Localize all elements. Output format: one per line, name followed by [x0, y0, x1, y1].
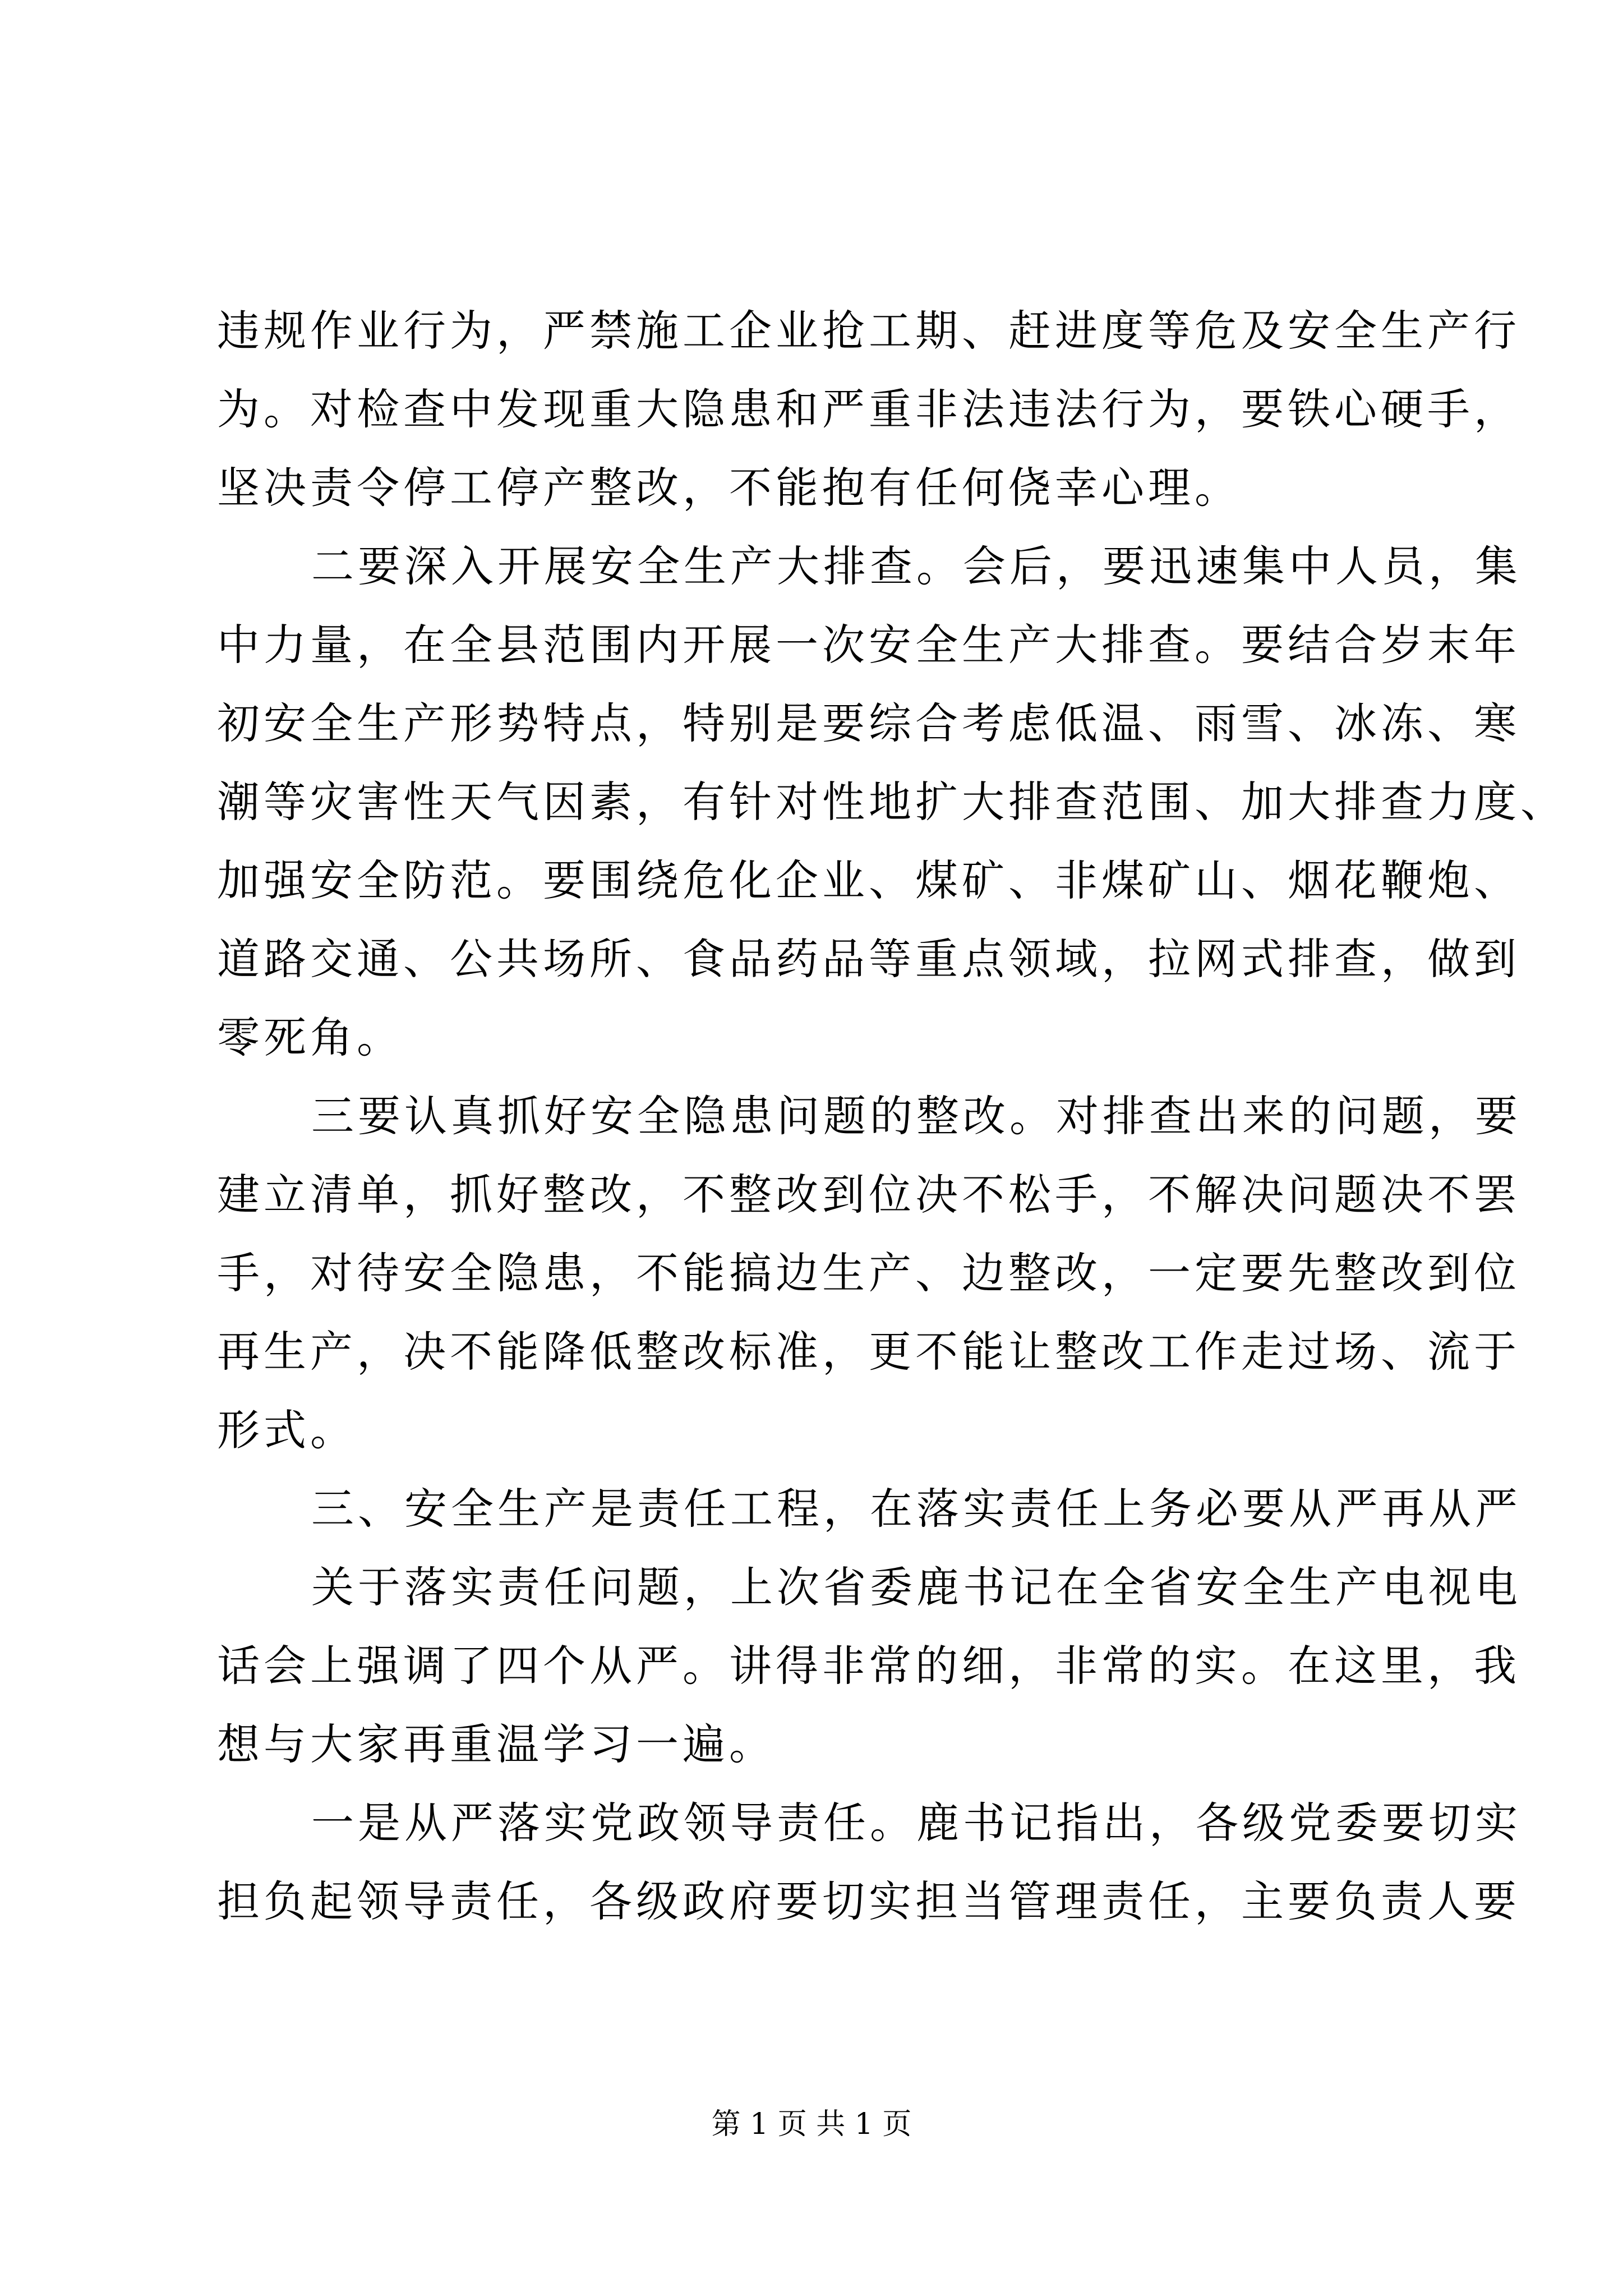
- text-line: 手，对待安全隐患，不能搞边生产、边整改，一定要先整改到位: [217, 1248, 1520, 1298]
- text-line: 潮等灾害性天气因素，有针对性地扩大排查范围、加大排查力度、: [217, 777, 1567, 827]
- text-line: 建立清单，抓好整改，不整改到位决不松手，不解决问题决不罢: [217, 1170, 1520, 1220]
- document-body: [217, 292, 1567, 1941]
- text-line: 话会上强调了四个从严。讲得非常的细，非常的实。在这里，我: [217, 1641, 1520, 1691]
- text-line: 道路交通、公共场所、食品药品等重点领域，拉网式排查，做到: [217, 934, 1520, 984]
- page-footer: 第 1 页 共 1 页: [711, 2108, 912, 2141]
- paragraph-first-line: 一是从严落实党政领导责任。鹿书记指出，各级党委要切实: [311, 1798, 1521, 1848]
- text-line: 想与大家再重温学习一遍。: [217, 1719, 776, 1769]
- paragraph-first-line: 关于落实责任问题，上次省委鹿书记在全省安全生产电视电: [311, 1562, 1521, 1612]
- paragraph-first-line: 三要认真抓好安全隐患问题的整改。对排查出来的问题，要: [311, 1091, 1521, 1141]
- text-line: 担负起领导责任，各级政府要切实担当管理责任，主要负责人要: [217, 1876, 1520, 1926]
- text-line: 违规作业行为，严禁施工企业抢工期、赶进度等危及安全生产行: [217, 306, 1520, 356]
- text-line: 中力量，在全县范围内开展一次安全生产大排查。要结合岁末年: [217, 620, 1520, 670]
- text-line: 零死角。: [217, 1013, 403, 1062]
- text-line: 再生产，决不能降低整改标准，更不能让整改工作走过场、流于: [217, 1327, 1520, 1377]
- text-line: 为。对检查中发现重大隐患和严重非法违法行为，要铁心硬手，: [217, 384, 1520, 434]
- text-line: 坚决责令停工停产整改，不能抱有任何侥幸心理。: [217, 463, 1241, 513]
- text-line: 形式。: [217, 1405, 357, 1455]
- text-line: 加强安全防范。要围绕危化企业、煤矿、非煤矿山、烟花鞭炮、: [217, 855, 1520, 905]
- section-heading: 三、安全生产是责任工程，在落实责任上务必要从严再从严: [311, 1484, 1521, 1534]
- text-line: 初安全生产形势特点，特别是要综合考虑低温、雨雪、冰冻、寒: [217, 698, 1520, 748]
- paragraph-first-line: 二要深入开展安全生产大排查。会后，要迅速集中人员，集: [311, 541, 1521, 591]
